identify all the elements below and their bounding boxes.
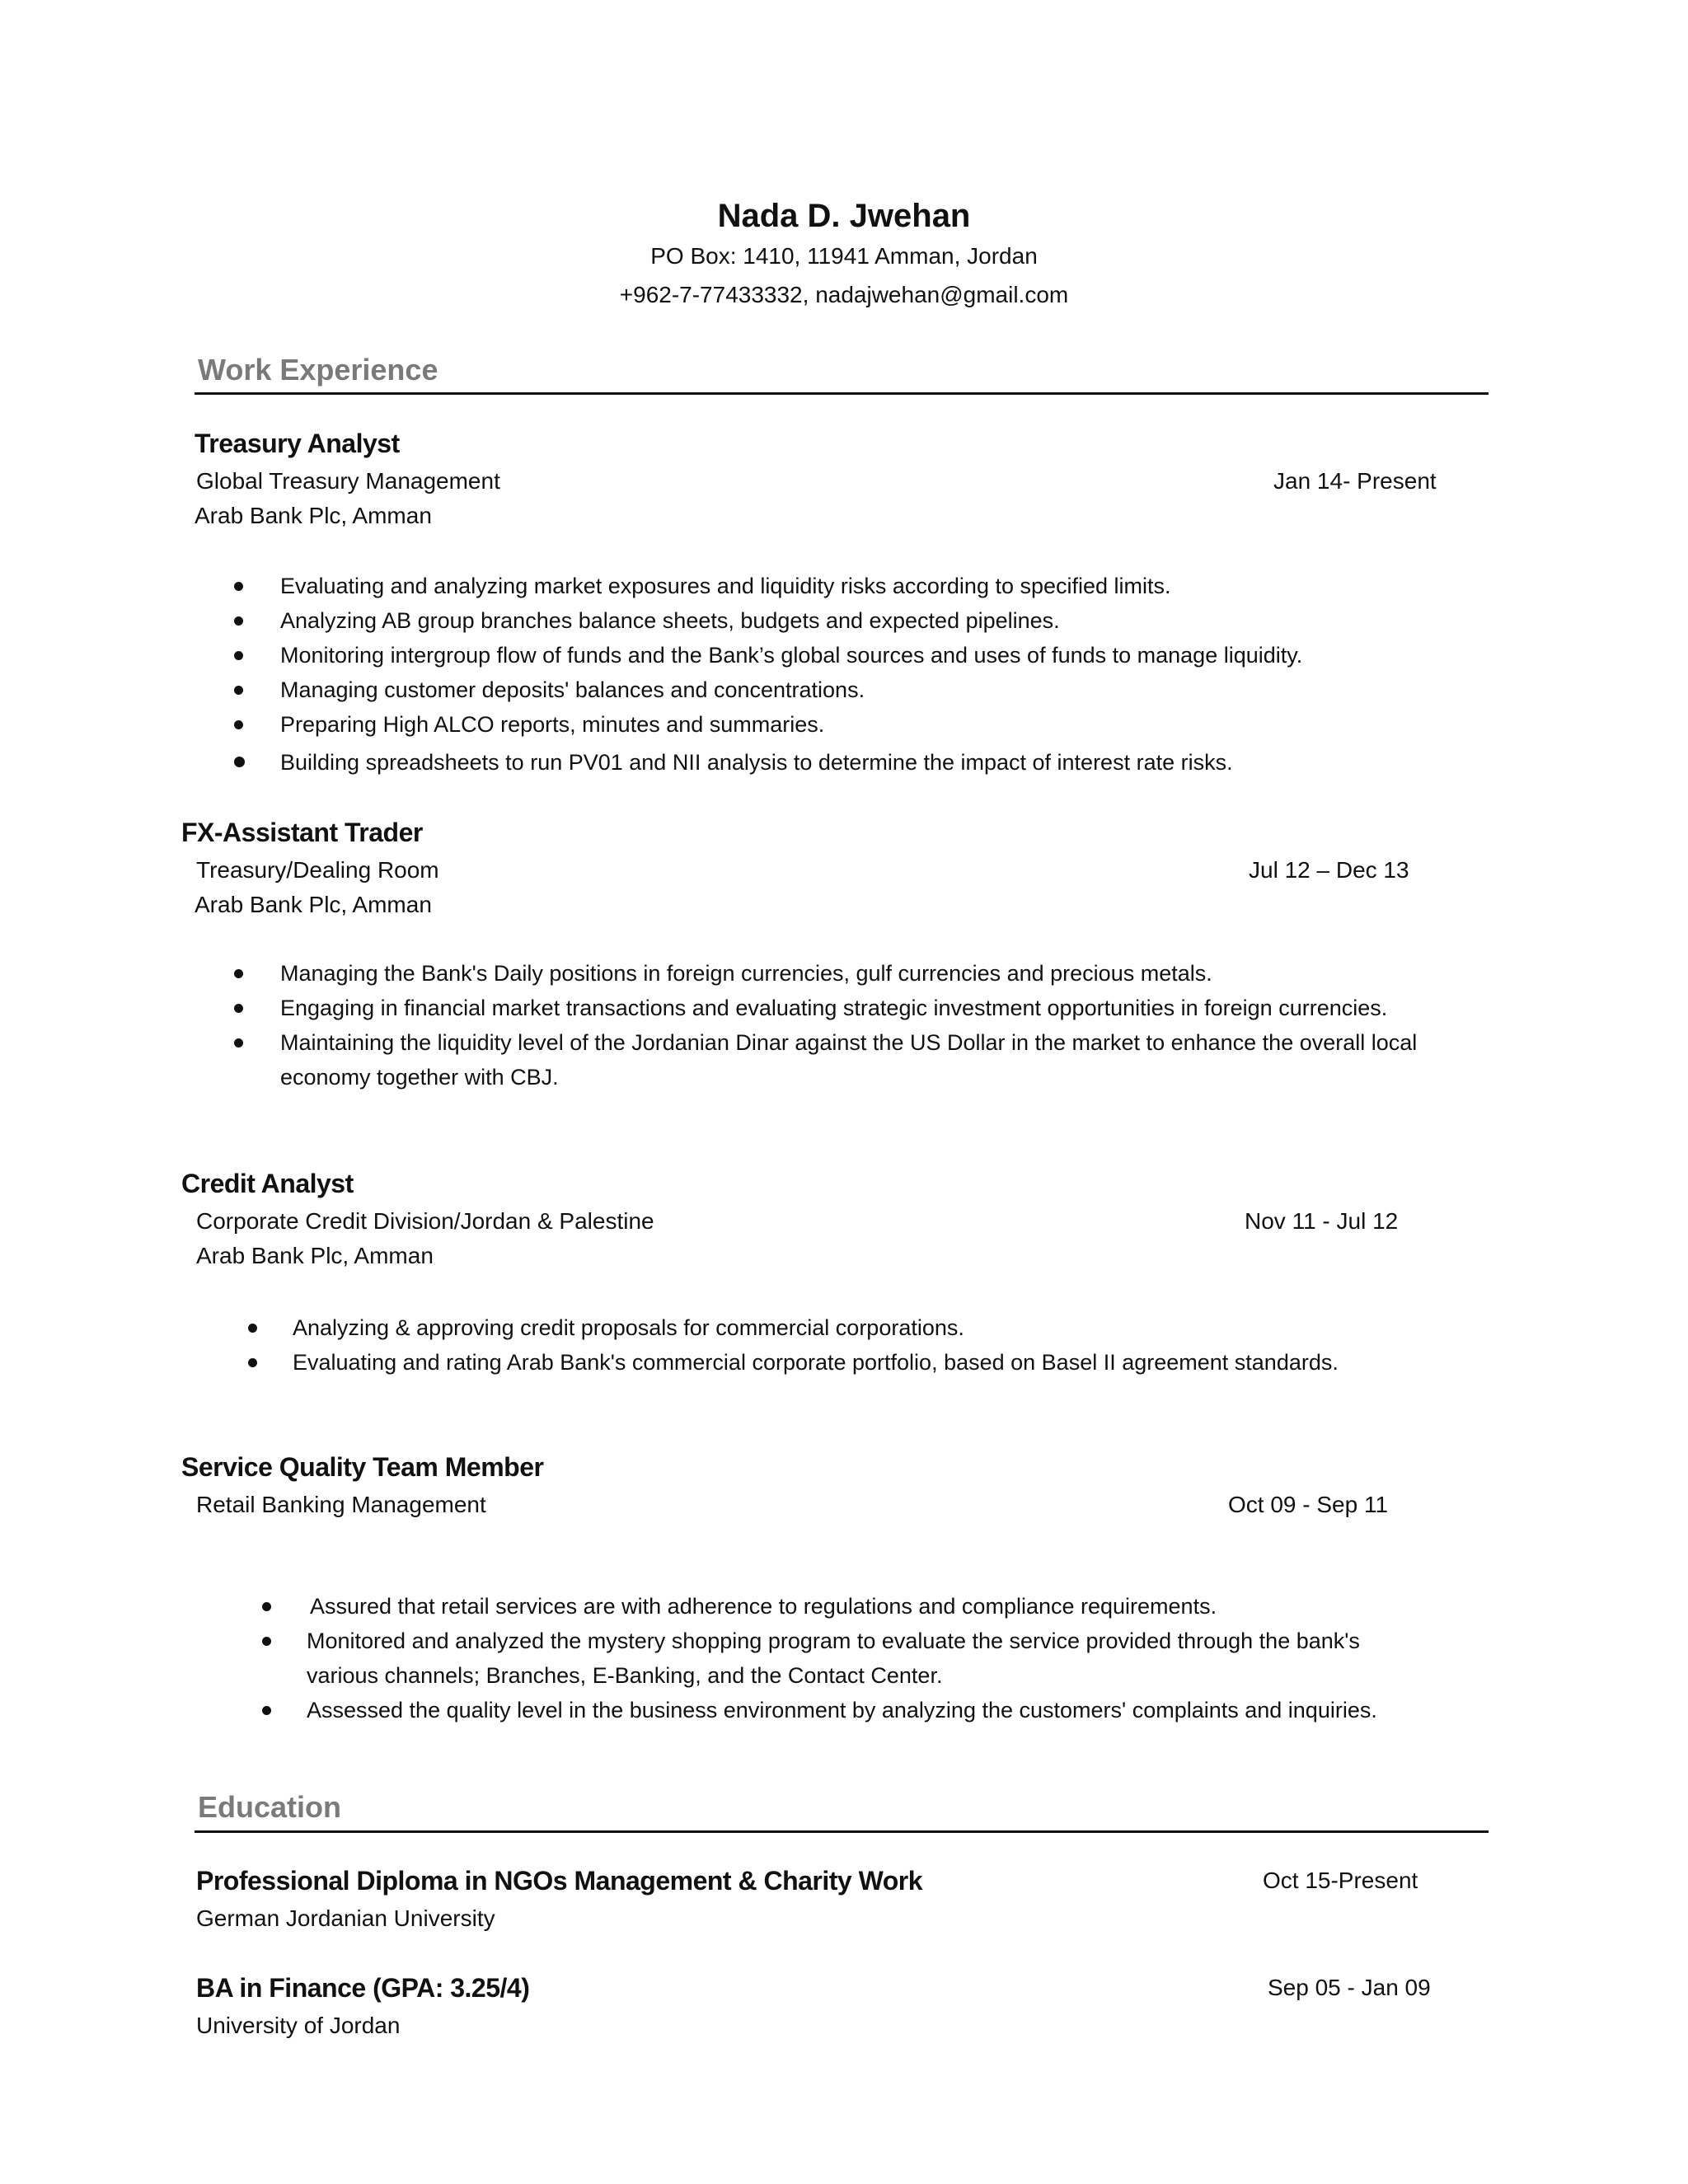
bullet-text: Assured that retail services are with adherence to regulations and compliance requirements. <box>310 1594 1217 1619</box>
work-experience-heading: Work Experience <box>198 353 438 387</box>
job-department: Treasury/Dealing Room <box>196 857 439 883</box>
list-item <box>280 1025 1418 1094</box>
job-bullets <box>293 1310 1397 1380</box>
job-department: Global Treasury Management <box>196 468 500 494</box>
education-dates: Oct 15-Present <box>1263 1868 1418 1893</box>
bullet-icon <box>262 1706 271 1715</box>
bullet-icon <box>234 616 243 626</box>
job-department: Corporate Credit Division/Jordan & Palestine <box>196 1208 654 1234</box>
list-item <box>280 638 1484 673</box>
job-dates: Nov 11 - Jul 12 <box>1245 1208 1399 1234</box>
bullet-text: Building spreadsheets to run PV01 and NII analysis to determine the impact of interest rate risks. <box>280 750 1233 775</box>
bullet-text: Maintaining the liquidity level of the Jordanian Dinar against the US Dollar in the market to enhance the overall local economy together with CBJ. <box>280 1030 1418 1090</box>
job-company: Arab Bank Plc, Amman <box>196 1243 434 1268</box>
bullet-text: Evaluating and rating Arab Bank's commercial corporate portfolio, based on Basel II agreement standards. <box>293 1350 1339 1375</box>
bullet-text: Assessed the quality level in the business environment by analyzing the customers' complaints and inquiries. <box>307 1698 1377 1722</box>
list-item <box>307 1624 1411 1693</box>
job-dates: Oct 09 - Sep 11 <box>1228 1492 1389 1517</box>
list-item <box>280 956 1418 991</box>
job-company: Arab Bank Plc, Amman <box>195 503 432 528</box>
education-dates: Sep 05 - Jan 09 <box>1268 1975 1431 2000</box>
bullet-text: Analyzing AB group branches balance sheets, budgets and expected pipelines. <box>280 608 1060 633</box>
list-item <box>280 745 1484 780</box>
list-item <box>280 991 1418 1025</box>
job-bullets <box>280 569 1484 780</box>
resume-name: Nada D. Jwehan <box>717 198 971 234</box>
institution: University of Jordan <box>196 2013 401 2038</box>
bullet-icon <box>234 582 243 591</box>
bullet-icon <box>262 1637 271 1646</box>
list-item <box>293 1345 1397 1380</box>
list-item <box>280 603 1484 638</box>
bullet-icon <box>262 1602 271 1611</box>
bullet-icon <box>234 720 243 729</box>
list-item <box>307 1693 1411 1727</box>
job-bullets <box>280 956 1418 1094</box>
bullet-icon <box>248 1324 257 1333</box>
list-item <box>280 569 1484 603</box>
job-title: Credit Analyst <box>181 1169 354 1198</box>
job-title: FX-Assistant Trader <box>181 818 423 847</box>
bullet-text: Engaging in financial market transactions and evaluating strategic investment opportunities in foreign currencies. <box>280 996 1388 1020</box>
list-item <box>293 1310 1397 1345</box>
job-dates: Jan 14- Present <box>1273 468 1437 494</box>
job-bullets <box>307 1589 1411 1727</box>
bullet-text: Analyzing & approving credit proposals for commercial corporations. <box>293 1315 964 1340</box>
address-line: PO Box: 1410, 11941 Amman, Jordan <box>650 243 1038 269</box>
bullet-icon <box>234 1038 243 1047</box>
job-title: Treasury Analyst <box>195 429 400 458</box>
list-item <box>280 707 1484 742</box>
bullet-text: Preparing High ALCO reports, minutes and summaries. <box>280 712 825 737</box>
degree-title: Professional Diploma in NGOs Management & Charity Work <box>196 1866 923 1896</box>
bullet-text: Managing customer deposits' balances and concentrations. <box>280 677 865 702</box>
job-title: Service Quality Team Member <box>181 1452 544 1482</box>
list-item <box>307 1589 1411 1624</box>
education-heading: Education <box>198 1790 342 1824</box>
bullet-text: Managing the Bank's Daily positions in foreign currencies, gulf currencies and precious metals. <box>280 961 1212 986</box>
degree-title: BA in Finance (GPA: 3.25/4) <box>196 1973 530 2003</box>
section-divider <box>195 1830 1489 1833</box>
bullet-icon <box>248 1358 257 1367</box>
section-divider <box>195 392 1489 395</box>
list-item <box>280 673 1484 707</box>
bullet-icon <box>234 757 245 767</box>
bullet-icon <box>234 969 243 978</box>
bullet-text: Monitoring intergroup flow of funds and the Bank’s global sources and uses of funds to manage liquidity. <box>280 643 1303 668</box>
job-dates: Jul 12 – Dec 13 <box>1249 857 1409 883</box>
contact-line: +962-7-77433332, nadajwehan@gmail.com <box>619 282 1069 307</box>
job-department: Retail Banking Management <box>196 1492 486 1517</box>
bullet-icon <box>234 1004 243 1013</box>
bullet-icon <box>234 686 243 695</box>
bullet-text: Evaluating and analyzing market exposures and liquidity risks according to specified limits. <box>280 574 1171 598</box>
institution: German Jordanian University <box>196 1905 495 1931</box>
bullet-text: Monitored and analyzed the mystery shopping program to evaluate the service provided through the bank's various channels; Branches, E-Banking, and the Contact Center. <box>307 1629 1360 1688</box>
job-company: Arab Bank Plc, Amman <box>195 892 432 917</box>
bullet-icon <box>234 651 243 660</box>
